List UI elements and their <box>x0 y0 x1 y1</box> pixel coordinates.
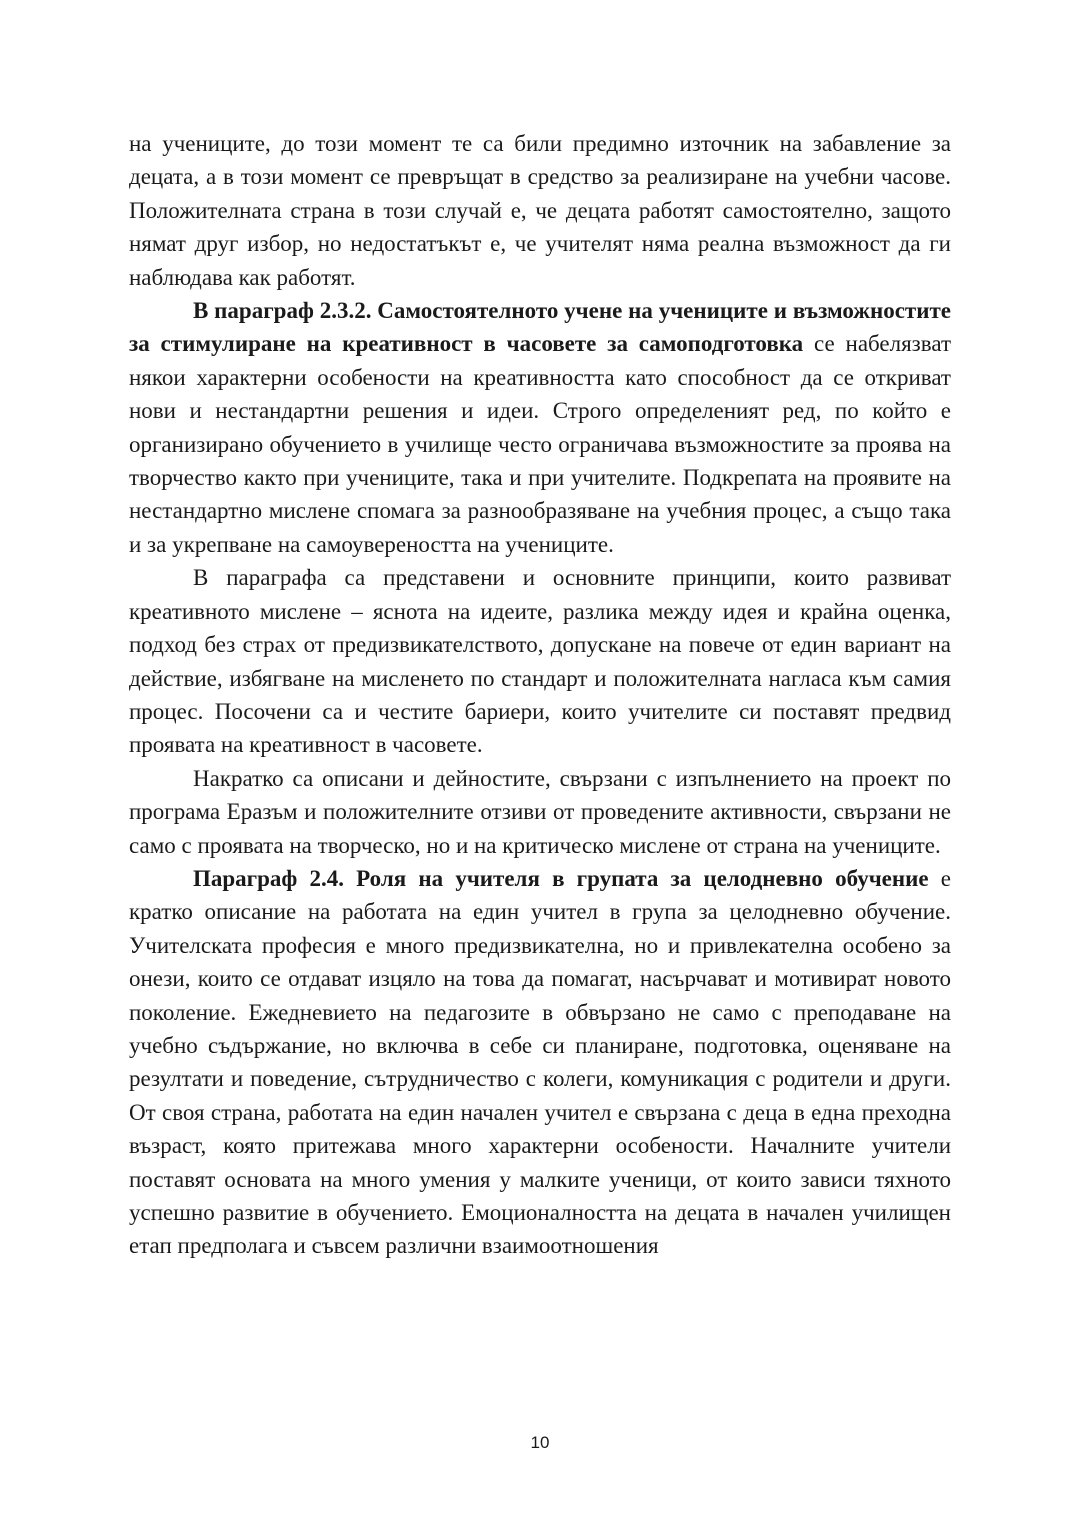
paragraph-2-text: се набелязват някои характерни особености на креативността като способност да се откриват нови и нестандартни решения и идеи. Строго определеният ред, по който е организирано обучението в училище често ограничава възможностите за проява на творчество както при учениците, така и при учителите. Подкрепата на проявите на нестандартно мислене спомага за разнообразяване на учебния процес, а също така и за укрепване на самоувереността на учениците. <box>129 331 951 557</box>
paragraph-4-text: Накратко са описани и дейностите, свързани с изпълнението на проект по програма Еразъм и положителните отзиви от проведените активности, свързани не само с проявата на творческо, но и на критическо мислене от страна на учениците. <box>129 765 951 858</box>
paragraph-5 <box>129 862 951 1263</box>
paragraph-5-text: е кратко описание на работата на един учител в група за целодневно обучение. Учителската професия е много предизвикателна, но и привлекателна особено за онези, които се отдават изцяло на това да помагат, насърчават и мотивират новото поколение. Ежедневието на педагозите в обвързано не само с преподаване на учебно съдържание, но включва в себе си планиране, подготовка, оценяване на резултати и поведение, сътрудничество с колеги, комуникация с родители и други. От своя страна, работата на един начален учител е свързана с деца в една преходна възраст, която притежава много характерни особености. Началните учители поставят основата на много умения у малките ученици, от които зависи тяхното успешно развитие в обучението. Емоционалността на децата в начален училищен етап предполага и съвсем различни взаимоотношения <box>129 865 951 1259</box>
paragraph-3 <box>129 561 951 761</box>
page-body <box>129 127 951 1263</box>
paragraph-1 <box>129 127 951 294</box>
paragraph-4 <box>129 762 951 862</box>
paragraph-2-heading: В параграф 2.3.2. Самостоятелното учене на учениците и възможностите за стимулиране на креативност в часовете за самоподготовка <box>129 298 951 357</box>
paragraph-1-text: на учениците, до този момент те са били предимно източник на забавление за децата, а в този момент се превръщат в средство за реализиране на учебни часове. Положителната страна в този случай е, че децата работят самостоятелно, защото нямат друг избор, но недостатъкът е, че учителят няма реална възможност да ги наблюдава как работят. <box>129 131 951 290</box>
page-number: 10 <box>530 1433 550 1452</box>
paragraph-3-text: В параграфа са представени и основните принципи, които развиват креативното мислене – яснота на идеите, разлика между идея и крайна оценка, подход без страх от предизвикателството, допускане на повече от един вариант на действие, избягване на мисленето по стандарт и положителната нагласа към самия процес. Посочени са и честите бариери, които учителите си поставят предвид проявата на креативност в часовете. <box>129 565 951 758</box>
paragraph-5-heading: Параграф 2.4. Роля на учителя в групата за целодневно обучение <box>193 865 929 891</box>
paragraph-2 <box>129 294 951 561</box>
